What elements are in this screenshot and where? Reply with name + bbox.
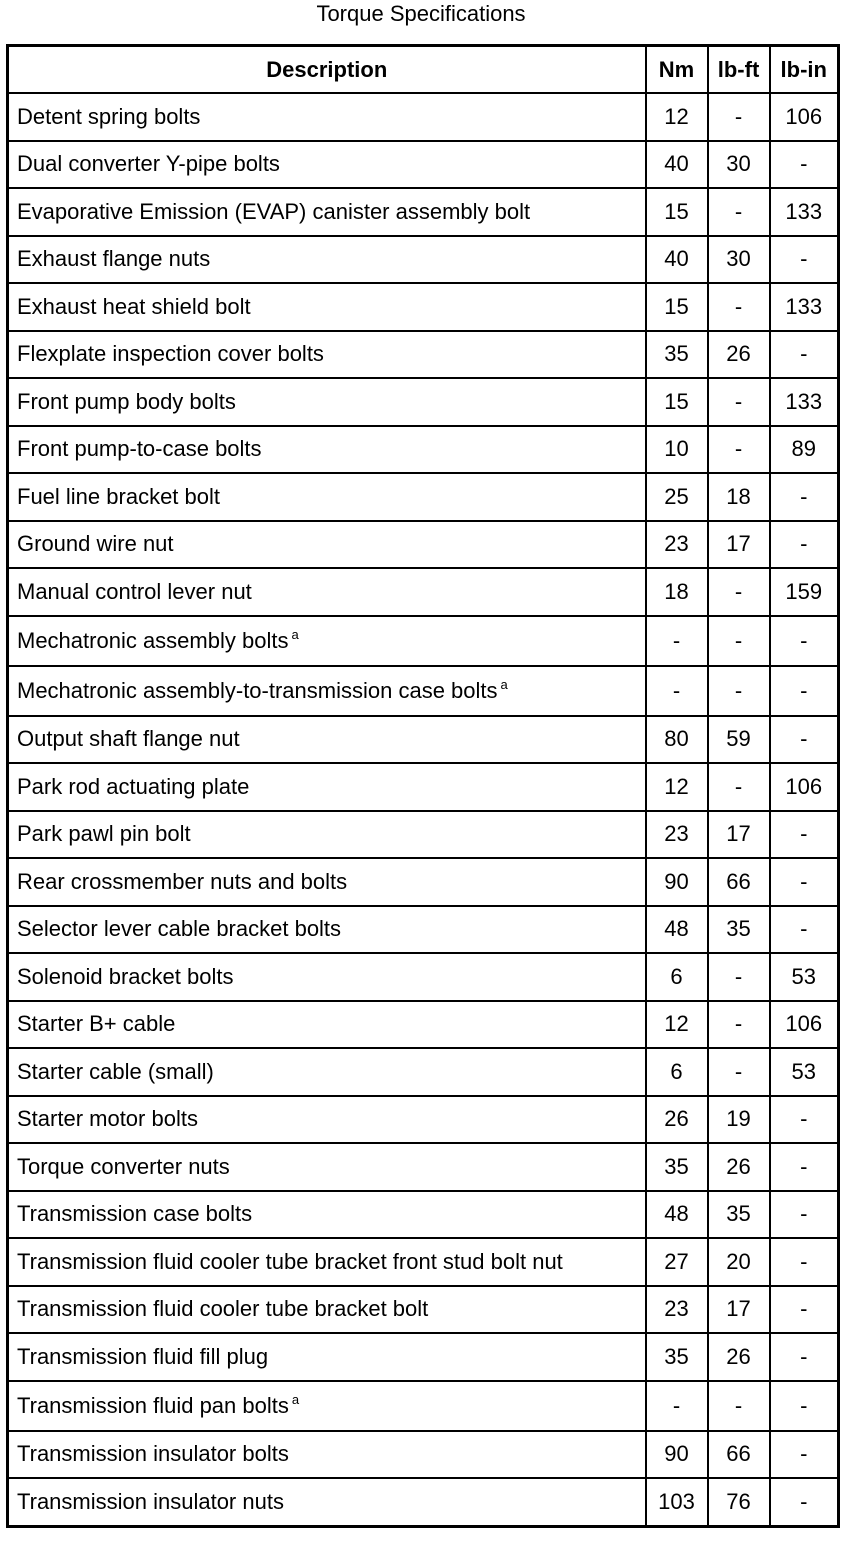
cell-lb-in: 133 <box>770 283 839 331</box>
table-title: Torque Specifications <box>316 1 526 26</box>
cell-lb-in: 133 <box>770 378 839 426</box>
description-text: Starter B+ cable <box>17 1011 176 1037</box>
description-text: Transmission insulator nuts <box>17 1488 284 1514</box>
cell-lb-ft: - <box>708 616 770 666</box>
cell-description <box>8 1096 646 1144</box>
description-text: Transmission fluid cooler tube bracket bolt <box>17 1296 429 1322</box>
table-row <box>8 811 839 859</box>
cell-lb-in: - <box>770 1191 839 1239</box>
cell-lb-in: - <box>770 716 839 764</box>
torque-spec-table <box>6 44 840 1528</box>
cell-lb-in: 53 <box>770 953 839 1001</box>
cell-lb-ft: - <box>708 1381 770 1431</box>
cell-nm: 23 <box>646 1286 708 1334</box>
cell-nm: 12 <box>646 93 708 141</box>
description-text: Starter motor bolts <box>17 1106 198 1132</box>
cell-lb-in: 106 <box>770 763 839 811</box>
cell-nm: 18 <box>646 568 708 616</box>
cell-lb-ft: 66 <box>708 1431 770 1479</box>
cell-nm: 27 <box>646 1238 708 1286</box>
table-row <box>8 1238 839 1286</box>
table-row <box>8 521 839 569</box>
cell-lb-ft: - <box>708 1001 770 1049</box>
description-text: Ground wire nut <box>17 531 174 557</box>
cell-lb-in: - <box>770 236 839 284</box>
description-text: Evaporative Emission (EVAP) canister assembly bolt <box>17 198 531 224</box>
cell-nm: 6 <box>646 953 708 1001</box>
description-text: Front pump-to-case bolts <box>17 436 262 462</box>
footnote-marker: a <box>291 627 299 642</box>
header-lb-ft: lb-ft <box>708 46 770 94</box>
cell-lb-in: - <box>770 1238 839 1286</box>
table-row <box>8 858 839 906</box>
description-text: Torque converter nuts <box>17 1153 230 1179</box>
table-row <box>8 666 839 716</box>
cell-nm: 12 <box>646 1001 708 1049</box>
cell-nm: 35 <box>646 1333 708 1381</box>
table-row <box>8 763 839 811</box>
cell-lb-in: - <box>770 1286 839 1334</box>
cell-lb-in: 159 <box>770 568 839 616</box>
description-text: Output shaft flange nut <box>17 726 240 752</box>
table-row <box>8 1143 839 1191</box>
description-text: Selector lever cable bracket bolts <box>17 916 342 942</box>
cell-description <box>8 953 646 1001</box>
cell-lb-in: - <box>770 1143 839 1191</box>
table-row <box>8 1286 839 1334</box>
table-row <box>8 331 839 379</box>
cell-lb-ft: 26 <box>708 1143 770 1191</box>
cell-description <box>8 521 646 569</box>
table-row <box>8 906 839 954</box>
cell-lb-in: - <box>770 473 839 521</box>
cell-description <box>8 1238 646 1286</box>
cell-lb-ft: 17 <box>708 811 770 859</box>
cell-lb-in: 53 <box>770 1048 839 1096</box>
cell-nm: 15 <box>646 188 708 236</box>
cell-nm: 6 <box>646 1048 708 1096</box>
cell-description <box>8 1001 646 1049</box>
description-text: Fuel line bracket bolt <box>17 483 220 509</box>
cell-lb-ft: - <box>708 93 770 141</box>
table-row <box>8 616 839 666</box>
cell-nm: 15 <box>646 378 708 426</box>
cell-nm: 23 <box>646 521 708 569</box>
cell-lb-in: 89 <box>770 426 839 474</box>
cell-nm: 80 <box>646 716 708 764</box>
cell-description <box>8 1431 646 1479</box>
cell-nm: 35 <box>646 1143 708 1191</box>
cell-nm: 48 <box>646 906 708 954</box>
description-text: Starter cable (small) <box>17 1058 214 1084</box>
cell-nm: - <box>646 666 708 716</box>
cell-description <box>8 1478 646 1526</box>
table-row <box>8 378 839 426</box>
table-row <box>8 93 839 141</box>
description-text: Rear crossmember nuts and bolts <box>17 868 348 894</box>
cell-lb-ft: 76 <box>708 1478 770 1526</box>
cell-description <box>8 858 646 906</box>
cell-description <box>8 763 646 811</box>
description-text: Exhaust flange nuts <box>17 246 211 272</box>
footnote-marker: a <box>291 1392 300 1407</box>
cell-description <box>8 906 646 954</box>
cell-nm: 40 <box>646 141 708 189</box>
cell-lb-ft: - <box>708 1048 770 1096</box>
cell-nm: 48 <box>646 1191 708 1239</box>
table-body <box>8 93 839 1526</box>
cell-lb-in: - <box>770 521 839 569</box>
description-text: Park rod actuating plate <box>17 773 250 799</box>
cell-lb-ft: 30 <box>708 141 770 189</box>
cell-description <box>8 426 646 474</box>
table-row <box>8 283 839 331</box>
description-text: Transmission case bolts <box>17 1201 253 1227</box>
cell-lb-ft: 66 <box>708 858 770 906</box>
description-text: Transmission fluid fill plug <box>17 1343 269 1369</box>
cell-nm: - <box>646 616 708 666</box>
description-text: Front pump body bolts <box>17 388 236 414</box>
description-text: Exhaust heat shield bolt <box>17 293 251 319</box>
cell-nm: 103 <box>646 1478 708 1526</box>
cell-description <box>8 616 646 666</box>
description-text: Detent spring bolts <box>17 103 201 129</box>
cell-lb-in: 133 <box>770 188 839 236</box>
cell-description <box>8 1191 646 1239</box>
table-row <box>8 1478 839 1526</box>
cell-lb-ft: - <box>708 426 770 474</box>
cell-nm: 40 <box>646 236 708 284</box>
cell-lb-ft: - <box>708 666 770 716</box>
description-text: Manual control lever nut <box>17 578 252 604</box>
description-text: Transmission insulator bolts <box>17 1441 289 1467</box>
table-row <box>8 1048 839 1096</box>
cell-description <box>8 1333 646 1381</box>
header-row <box>8 46 839 94</box>
cell-description <box>8 666 646 716</box>
table-row <box>8 1096 839 1144</box>
cell-lb-in: - <box>770 1431 839 1479</box>
cell-description <box>8 141 646 189</box>
cell-lb-ft: 26 <box>708 1333 770 1381</box>
header-lb-in: lb-in <box>770 46 839 94</box>
cell-lb-ft: 59 <box>708 716 770 764</box>
cell-nm: 25 <box>646 473 708 521</box>
cell-lb-in: - <box>770 141 839 189</box>
cell-lb-in: - <box>770 1096 839 1144</box>
cell-description <box>8 716 646 764</box>
description-text: Flexplate inspection cover bolts <box>17 341 324 367</box>
description-text: Mechatronic assembly-to-transmission case bolts <box>17 678 498 703</box>
cell-lb-ft: 20 <box>708 1238 770 1286</box>
cell-nm: 23 <box>646 811 708 859</box>
cell-lb-ft: - <box>708 953 770 1001</box>
cell-description <box>8 1048 646 1096</box>
footnote-marker: a <box>500 677 508 692</box>
cell-lb-in: 106 <box>770 93 839 141</box>
description-text: Park pawl pin bolt <box>17 821 191 847</box>
description-text: Solenoid bracket bolts <box>17 963 234 989</box>
cell-description <box>8 93 646 141</box>
cell-nm: 26 <box>646 1096 708 1144</box>
table-row <box>8 1001 839 1049</box>
cell-description <box>8 378 646 426</box>
header-description: Description <box>8 46 646 94</box>
table-row <box>8 1333 839 1381</box>
cell-description <box>8 1381 646 1431</box>
cell-nm: 10 <box>646 426 708 474</box>
table-row <box>8 1381 839 1431</box>
table-row <box>8 1431 839 1479</box>
cell-lb-ft: - <box>708 283 770 331</box>
cell-lb-ft: - <box>708 763 770 811</box>
cell-description <box>8 1286 646 1334</box>
cell-lb-ft: 17 <box>708 521 770 569</box>
cell-description <box>8 331 646 379</box>
table-row <box>8 188 839 236</box>
cell-nm: 15 <box>646 283 708 331</box>
cell-lb-in: - <box>770 1333 839 1381</box>
description-text: Transmission fluid cooler tube bracket front stud bolt nut <box>17 1248 563 1274</box>
cell-description <box>8 1143 646 1191</box>
table-row <box>8 426 839 474</box>
cell-lb-ft: 17 <box>708 1286 770 1334</box>
cell-description <box>8 811 646 859</box>
cell-lb-ft: - <box>708 188 770 236</box>
cell-lb-ft: 30 <box>708 236 770 284</box>
table-row <box>8 473 839 521</box>
cell-lb-ft: 18 <box>708 473 770 521</box>
cell-lb-in: - <box>770 906 839 954</box>
cell-description <box>8 568 646 616</box>
cell-lb-ft: 35 <box>708 1191 770 1239</box>
cell-nm: - <box>646 1381 708 1431</box>
description-text: Transmission fluid pan bolts <box>17 1393 289 1418</box>
cell-description <box>8 283 646 331</box>
cell-description <box>8 473 646 521</box>
cell-lb-in: - <box>770 331 839 379</box>
table-row <box>8 141 839 189</box>
cell-nm: 90 <box>646 1431 708 1479</box>
cell-lb-in: - <box>770 1478 839 1526</box>
table-row <box>8 236 839 284</box>
table-row <box>8 953 839 1001</box>
cell-lb-in: - <box>770 858 839 906</box>
table-row <box>8 568 839 616</box>
cell-lb-ft: 26 <box>708 331 770 379</box>
table-row <box>8 716 839 764</box>
description-text: Dual converter Y-pipe bolts <box>17 151 280 177</box>
header-nm: Nm <box>646 46 708 94</box>
cell-lb-in: - <box>770 811 839 859</box>
cell-lb-ft: - <box>708 378 770 426</box>
cell-nm: 35 <box>646 331 708 379</box>
cell-lb-ft: 19 <box>708 1096 770 1144</box>
cell-nm: 12 <box>646 763 708 811</box>
cell-lb-ft: 35 <box>708 906 770 954</box>
description-text: Mechatronic assembly bolts <box>17 628 289 653</box>
cell-lb-ft: - <box>708 568 770 616</box>
cell-lb-in: - <box>770 1381 839 1431</box>
table-row <box>8 1191 839 1239</box>
cell-lb-in: 106 <box>770 1001 839 1049</box>
cell-lb-in: - <box>770 616 839 666</box>
cell-description <box>8 236 646 284</box>
cell-lb-in: - <box>770 666 839 716</box>
cell-description <box>8 188 646 236</box>
cell-nm: 90 <box>646 858 708 906</box>
